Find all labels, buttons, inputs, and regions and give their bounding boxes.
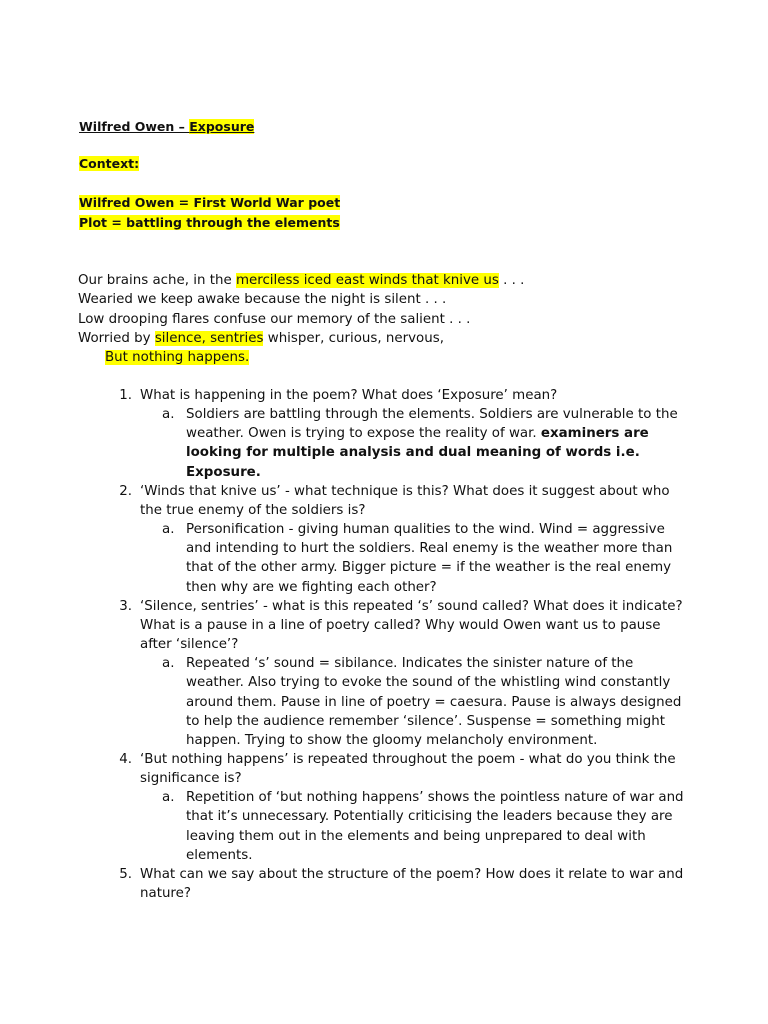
answer-letter: a. <box>162 522 175 538</box>
question-text: What is happening in the poem? What does ‘Exposure’ mean? <box>140 388 558 403</box>
question-item <box>110 865 685 903</box>
poem-line-text: whisper, curious, nervous, <box>263 330 444 346</box>
poem-line-highlight: merciless iced east winds that knive us <box>235 273 499 288</box>
question-item <box>110 750 685 788</box>
context-heading-text: Context: <box>79 156 140 171</box>
context-fact-plot <box>79 213 340 233</box>
context-facts <box>79 193 340 233</box>
question-item <box>110 597 685 654</box>
poem-line-highlight: silence, sentries <box>154 330 264 346</box>
question-number: 2. <box>119 483 132 499</box>
poem-refrain-text: But nothing happens. <box>105 350 250 366</box>
context-fact-poet-text: Wilfred Owen = First World War poet <box>79 195 341 210</box>
title-author: Wilfred Owen – <box>79 119 190 134</box>
context-fact-plot-text: Plot = battling through the elements <box>79 215 340 230</box>
title-poem-name: Exposure <box>189 119 255 134</box>
answer-emphasis: examiners are looking for multiple analysis and dual meaning of words i.e. Exposure. <box>186 426 649 480</box>
answer-letter: a. <box>162 790 175 806</box>
question-list <box>110 386 685 903</box>
question-item <box>110 482 685 520</box>
poem-line-ellipsis: . . . <box>498 273 525 288</box>
question-text: ‘But nothing happens’ is repeated throughout the poem - what do you think the significance is? <box>140 751 676 787</box>
poem-line <box>78 271 524 290</box>
poem-line <box>78 329 524 348</box>
context-fact-poet <box>79 193 340 213</box>
poem-line: Wearied we keep awake because the night is silent . . . <box>78 292 447 308</box>
answer-text: Personification - giving human qualities to the wind. Wind = aggressive and intending to hurt the soldiers. Real enemy is the weather more than that of the other army. Bigger picture = if the weather is the real enemy then why are we fighting each other? <box>186 522 673 595</box>
poem-line: Low drooping flares confuse our memory of the salient . . . <box>78 311 471 327</box>
answer-letter: a. <box>162 656 175 672</box>
answer-item <box>110 654 685 750</box>
question-text: ‘Winds that knive us’ - what technique is this? What does it suggest about who the true enemy of the soldiers is? <box>140 483 670 518</box>
question-number: 3. <box>119 598 132 614</box>
answer-text: Soldiers are battling through the elements. Soldiers are vulnerable to the weather. Owen is trying to expose the reality of war. <box>186 407 678 442</box>
answer-item <box>110 788 685 865</box>
answer-letter: a. <box>162 407 175 423</box>
answer-text: Repetition of ‘but nothing happens’ shows the pointless nature of war and that it’s unnecessary. Potentially criticising the leaders because they are leaving them out in the elements and being unprepared to deal with elements. <box>186 790 684 863</box>
poem-refrain <box>78 348 524 367</box>
question-number: 1. <box>119 388 132 403</box>
page-title <box>79 118 254 136</box>
question-text: What can we say about the structure of the poem? How does it relate to war and nature? <box>140 866 684 902</box>
poem-line-text: Worried by <box>78 330 155 346</box>
context-heading <box>79 155 139 173</box>
answer-item <box>110 405 685 482</box>
answer-text: Repeated ‘s’ sound = sibilance. Indicates the sinister nature of the weather. Also trying to evoke the sound of the whistling wind constantly around them. Pause in line of poetry = caesura. Pause is always designed to help the audience remember ‘silence’. Suspense = something might happen. Trying to show the gloomy melancholy environment. <box>186 656 682 748</box>
poem-line-text: Our brains ache, in the <box>78 273 236 288</box>
question-number: 4. <box>119 751 132 767</box>
question-text: ‘Silence, sentries’ - what is this repeated ‘s’ sound called? What does it indicate? What is a pause in a line of poetry called? Why would Owen want us to pause after ‘silence’? <box>140 598 683 653</box>
question-item <box>110 386 685 405</box>
question-number: 5. <box>119 866 132 882</box>
poem-extract <box>78 271 524 367</box>
answer-item <box>110 520 685 597</box>
